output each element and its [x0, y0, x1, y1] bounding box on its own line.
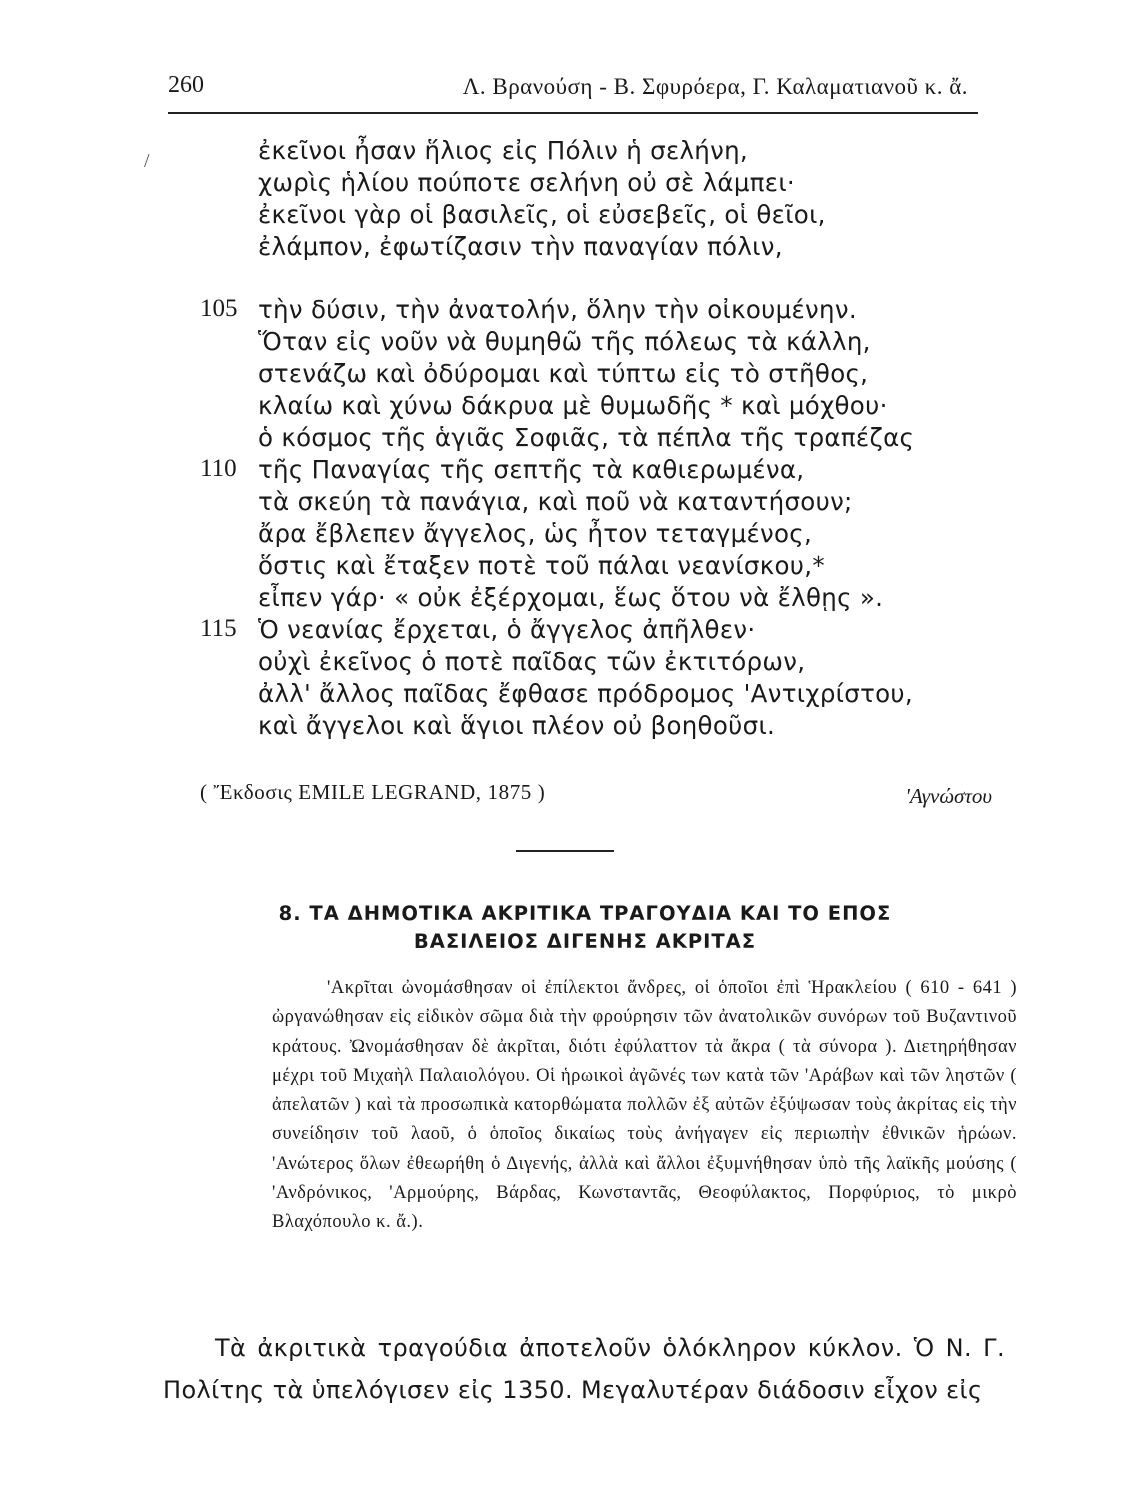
section-divider [516, 850, 614, 852]
margin-mark: / [144, 150, 150, 172]
verse-line: Ὁ νεανίας ἔρχεται, ὁ ἄγγελος ἀπῆλθεν· [258, 615, 756, 644]
verse-line: ἄρα ἔβλεπεν ἄγγελος, ὡς ἦτον τεταγμένος, [258, 519, 813, 548]
verse-line: ἐκεῖνοι γὰρ οἱ βασιλεῖς, οἱ εὐσεβεῖς, οἱ θεῖοι, [258, 200, 826, 229]
header-rule [168, 112, 978, 114]
section-title-line-2: ΒΑΣΙΛΕΙΟΣ ΔΙΓΕΝΗΣ ΑΚΡΙΤΑΣ [413, 930, 757, 953]
verse-line: τὰ σκεύη τὰ πανάγια, καὶ ποῦ νὰ καταντήσουν; [258, 487, 853, 516]
verse-line: χωρὶς ἡλίου πούποτε σελήνη οὐ σὲ λάμπει· [258, 168, 796, 197]
verse-line: κλαίω καὶ χύνω δάκρυα μὲ θυμωδῆς * καὶ μόχθου· [258, 391, 888, 420]
verse-number: 105 [200, 295, 238, 322]
verse-line: Ὅταν εἰς νοῦν νὰ θυμηθῶ τῆς πόλεως τὰ κάλλη, [258, 327, 871, 356]
intro-paragraph: 'Ακρῖται ὠνομάσθησαν οἱ ἐπίλεκτοι ἄνδρες, οἱ ὁποῖοι ἐπὶ Ἡρακλείου ( 610 - 641 ) ὠργανώθησαν εἰς εἰδικὸν σῶμα διὰ τὴν φρούρησιν τῶν ἀνατολικῶν συνόρων τοῦ Βυζαντινοῦ κράτους. Ὠνομάσθησαν δὲ ἀκρῖται, διότι ἐφύλαττον τὰ ἄκρα ( τὰ σύνορα ). Διετηρήθησαν μέχρι τοῦ Μιχαὴλ Παλαιολόγου. Οἱ ἡρωικοὶ ἀγῶνές των κατὰ τῶν 'Αράβων καὶ τῶν ληστῶν ( ἀπελατῶν ) καὶ τὰ προσωπικὰ κατορθώματα πολλῶν ἐξ αὐτῶν ἐξύψωσαν τοὺς ἀκρίτας εἰς τὴν συνείδησιν τοῦ λαοῦ, ὁ ὁποῖος δικαίως τοὺς ἀνήγαγεν εἰς περιωπὴν ἐθνικῶν ἡρώων. 'Ανώτερος ὅλων ἐθεωρήθη ὁ Διγενής, ἀλλὰ καὶ ἄλλοι ἐξυμνήθησαν ὑπὸ τῆς λαϊκῆς μούσης ( 'Ανδρόνικος, 'Αρμούρης, Βάρδας, Κωνσταντᾶς, Θεοφύλακτος, Πορφύριος, τὸ μικρὸ Βλαχόπουλο κ. ἄ.). [272, 978, 1017, 1233]
verse-line: τῆς Παναγίας τῆς σεπτῆς τὰ καθιερωμένα, [258, 455, 805, 484]
verse-line: ἀλλ' ἄλλος παῖδας ἔφθασε πρόδρομος 'Αντιχρίστου, [258, 679, 913, 708]
verse-line: τὴν δύσιν, τὴν ἀνατολήν, ὅλην τὴν οἰκουμένην. [258, 295, 857, 324]
verse-line: ἐκεῖνοι ἦσαν ἥλιος εἰς Πόλιν ἡ σελήνη, [258, 136, 749, 165]
verse-line: οὐχὶ ἐκεῖνος ὁ ποτὲ παῖδας τῶν ἐκτιτόρων, [258, 647, 806, 676]
verse-line: ὅστις καὶ ἔταξεν ποτὲ τοῦ πάλαι νεανίσκου,* [258, 551, 825, 580]
page-header [168, 72, 978, 112]
verse-line: εἶπεν γάρ· « οὐκ ἐξέρχομαι, ἕως ὅτου νὰ ἔλθῃς ». [258, 583, 884, 612]
verse-line: ὁ κόσμος τῆς ἁγιᾶς Σοφιᾶς, τὰ πέπλα τῆς τραπέζας [258, 423, 915, 452]
page-number: 260 [168, 72, 204, 98]
section-title-line-1: 8. ΤΑ ΔΗΜΟΤΙΚΑ ΑΚΡΙΤΙΚΑ ΤΡΑΓΟΥΔΙΑ ΚΑΙ ΤΟ ΕΠΟΣ [278, 902, 892, 925]
body-paragraph: Τὰ ἀκριτικὰ τραγούδια ἀποτελοῦν ὁλόκληρον κύκλον. Ὁ Ν. Γ. Πολίτης τὰ ὑπελόγισεν εἰς 1350. Μεγαλυτέραν διάδοσιν εἶχον εἰς [163, 1334, 1005, 1404]
verse-number: 110 [200, 455, 237, 482]
running-head: Λ. Βρανούση - Β. Σφυρόερα, Γ. Καλαματιανοῦ κ. ἄ. [462, 74, 968, 99]
author-attribution: 'Αγνώστου [905, 784, 992, 808]
source-citation: ( Ἔκδοσις EMILE LEGRAND, 1875 ) [200, 780, 546, 804]
verse-line: καὶ ἄγγελοι καὶ ἅγιοι πλέον οὐ βοηθοῦσι. [258, 711, 776, 740]
verse-line: ἐλάμπον, ἐφωτίζασιν τὴν παναγίαν πόλιν, [258, 232, 783, 261]
verse-line: στενάζω καὶ ὀδύρομαι καὶ τύπτω εἰς τὸ στῆθος, [258, 359, 869, 388]
verse-number: 115 [200, 615, 237, 642]
